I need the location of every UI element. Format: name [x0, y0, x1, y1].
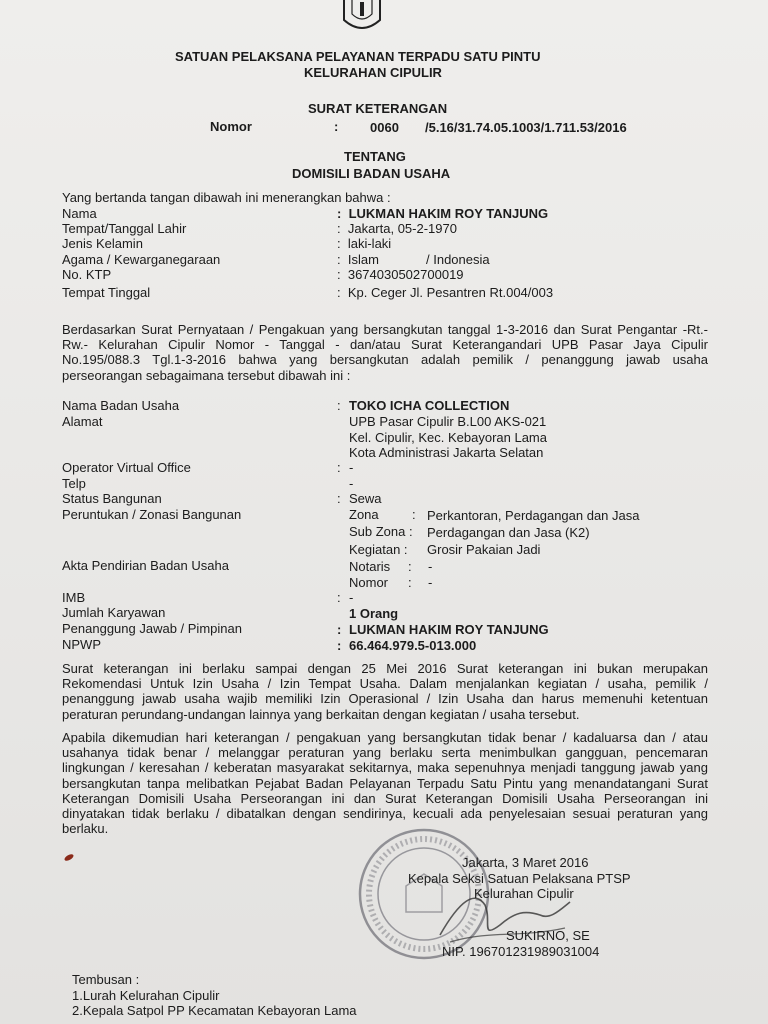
liability-line: bersangkutan tanpa melibatkan Pejabat Badan Pelayanan Terpadu Satu Pintu yang menandatangani Surat: [62, 775, 708, 791]
validity-line: peraturan perundang-undangan lainnya yang berkaitan dengan kegiatan / usaha tersebut.: [62, 706, 580, 722]
basis-line: Berdasarkan Surat Pernyataan / Pengakuan yang bersangkutan tanggal 1-3-2016 dan Surat Pengantar -Rt.-: [62, 322, 708, 337]
tembusan-title: Tembusan :: [72, 972, 140, 987]
colon: :: [408, 559, 412, 574]
intro-text: Yang bertanda tangan dibawah ini menerangkan bahwa :: [62, 190, 391, 205]
imb-label: IMB: [62, 590, 86, 605]
address-label: Alamat: [62, 414, 103, 429]
liability-line: Keterangan Domisili Usaha Perseorangan ini dan Surat Keterangan Domisili Usaha Perseorangan ini: [62, 790, 708, 806]
jenis-kelamin-label: Jenis Kelamin: [62, 236, 143, 251]
colon: :: [337, 638, 342, 653]
tentang-label: TENTANG: [344, 149, 406, 164]
doc-subject: DOMISILI BADAN USAHA: [292, 166, 451, 181]
liability-line: lingkungan / keresahan / keberatan masyarakat sekitarnya, maka sepenuhnya menjadi tanggung jawab yang: [62, 760, 708, 776]
validity-line: Surat keterangan ini berlaku sampai dengan 25 Mei 2016 Surat keterangan ini bukan merupakan: [62, 661, 708, 676]
signature-name: SUKIRNO, SE: [506, 928, 590, 943]
liability-line: usahanya tidak benar / melanggar peraturan yang berlaku serta menimbulkan gangguan, pencemaran: [62, 745, 708, 761]
signature-place-date: Jakarta, 3 Maret 2016: [462, 855, 589, 870]
akta-nomor-value: -: [428, 575, 433, 590]
nomor-number: 0060: [370, 120, 399, 135]
basis-line: No.195/088.3 Tgl.1-3-2016 bahwa yang bersangkutan adalah pemilik / penanggung jawab usaha: [62, 352, 708, 368]
ktp-label: No. KTP: [62, 267, 112, 282]
zona-label: Zona: [349, 507, 379, 522]
ktp-value-text: 3674030502700019: [347, 267, 464, 282]
colon: :: [408, 575, 412, 590]
notaris-value: -: [428, 559, 433, 574]
telp-label: Telp: [62, 476, 86, 491]
validity-line: penanggung jawab usaha wajib memiliki Izin Operasional / Izin Usaha dan harus memenuhi ketentuan: [62, 691, 708, 707]
nama-value-text: LUKMAN HAKIM ROY TANJUNG: [348, 206, 549, 221]
business-name-label: Nama Badan Usaha: [62, 398, 180, 413]
validity-paragraph: [62, 661, 708, 722]
kewarganegaraan-value: / Indonesia: [426, 252, 490, 267]
ttl-label: Tempat/Tanggal Lahir: [62, 221, 187, 236]
basis-line: Rw.- Kelurahan Cipulir Nomor - Tanggal - dan/atau Surat Keterangandari UPB Pasar Jaya Cipulir: [62, 337, 708, 353]
pj-value: LUKMAN HAKIM ROY TANJUNG: [349, 622, 549, 637]
tembusan-item: 1.Lurah Kelurahan Cipulir: [72, 988, 220, 1003]
kegiatan-label: Kegiatan :: [349, 542, 408, 557]
doc-type: SURAT KETERANGAN: [308, 101, 448, 116]
karyawan-value: 1 Orang: [349, 606, 399, 621]
address-line-3: Kota Administrasi Jakarta Selatan: [349, 445, 544, 460]
basis-paragraph: [62, 322, 708, 383]
operator-label: Operator Virtual Office: [62, 460, 191, 475]
signature-position-2: Kelurahan Cipulir: [474, 886, 574, 901]
business-name-value: TOKO ICHA COLLECTION: [349, 398, 510, 413]
address-line-1: UPB Pasar Cipulir B.L00 AKS-021: [349, 414, 547, 429]
colon: :: [337, 460, 341, 475]
notaris-label: Notaris: [349, 559, 391, 574]
nomor-label: Nomor: [210, 119, 252, 134]
tembusan-item: 2.Kepala Satpol PP Kecamatan Kebayoran Lama: [72, 1003, 357, 1018]
ktp-value: : 3674030502700019: [337, 267, 464, 282]
tempat-tinggal-value: : Kp. Ceger Jl. Pesantren Rt.004/003: [337, 285, 554, 300]
signature-position-1: Kepala Seksi Satuan Pelaksana PTSP: [408, 871, 631, 886]
ttl-value: : Jakarta, 05-2-1970: [337, 221, 457, 236]
akta-nomor-label: Nomor: [349, 575, 389, 590]
status-label: Status Bangunan: [62, 491, 162, 506]
address-line-2: Kel. Cipulir, Kec. Kebayoran Lama: [349, 430, 547, 445]
nomor-code: /5.16/31.74.05.1003/1.711.53/2016: [425, 120, 627, 135]
zona-value: Perkantoran, Perdagangan dan Jasa: [427, 508, 640, 523]
colon: :: [337, 398, 341, 413]
akta-label: Akta Pendirian Badan Usaha: [62, 558, 229, 573]
telp-value: -: [349, 476, 354, 491]
validity-line: Rekomendasi Untuk Izin Usaha / Izin Tempat Usaha. Dalam menjalankan kegiatan / usaha, pemilik /: [62, 676, 708, 692]
pj-label: Penanggung Jawab / Pimpinan: [62, 621, 242, 636]
signature-nip: NIP. 196701231989031004: [442, 944, 600, 959]
colon: :: [337, 590, 341, 605]
basis-line: perseorangan sebagaimana tersebut dibawah ini :: [62, 367, 351, 383]
liability-line: berlaku.: [62, 821, 109, 837]
liability-line: dinyatakan tidak berlaku / dibatalkan dengan sendirinya, kecuali ada penyelesaian sesuai peraturan yang: [62, 806, 708, 822]
colon: :: [412, 507, 416, 522]
tempat-tinggal-value-text: Kp. Ceger Jl. Pesantren Rt.004/003: [347, 285, 554, 300]
tempat-tinggal-label: Tempat Tinggal: [62, 285, 151, 300]
ttl-value-text: Jakarta, 05-2-1970: [347, 221, 457, 236]
header-line-1: SATUAN PELAKSANA PELAYANAN TERPADU SATU PINTU: [175, 49, 541, 64]
jenis-kelamin-value-text: laki-laki: [347, 236, 392, 251]
jenis-kelamin-value: : laki-laki: [337, 236, 392, 251]
kegiatan-value: Grosir Pakaian Jadi: [427, 542, 541, 557]
liability-line: Apabila dikemudian hari keterangan / pengakuan yang bersangkutan tidak benar / kadaluarsa dan / atau: [62, 730, 708, 745]
agama-value: : Islam: [337, 252, 379, 267]
subzona-value: Perdagangan dan Jasa (K2): [427, 525, 590, 540]
colon: :: [337, 622, 342, 637]
imb-value: -: [349, 590, 354, 605]
agama-label: Agama / Kewarganegaraan: [62, 252, 221, 267]
karyawan-label: Jumlah Karyawan: [62, 605, 166, 620]
header-line-2: KELURAHAN CIPULIR: [304, 65, 442, 80]
coat-of-arms-icon: [340, 0, 384, 34]
nomor-colon: :: [334, 119, 339, 134]
subzona-label: Sub Zona :: [349, 524, 413, 539]
liability-paragraph: [62, 730, 708, 836]
npwp-value: 66.464.979.5-013.000: [349, 638, 477, 653]
nama-label: Nama: [62, 206, 97, 221]
npwp-label: NPWP: [62, 637, 101, 652]
colon: :: [337, 491, 341, 506]
operator-value: -: [349, 460, 354, 475]
status-value: Sewa: [349, 491, 382, 506]
agama-value-text: Islam: [347, 252, 379, 267]
peruntukan-label: Peruntukan / Zonasi Bangunan: [62, 507, 242, 522]
nama-value: : LUKMAN HAKIM ROY TANJUNG: [337, 206, 549, 221]
ink-mark: [63, 853, 74, 862]
